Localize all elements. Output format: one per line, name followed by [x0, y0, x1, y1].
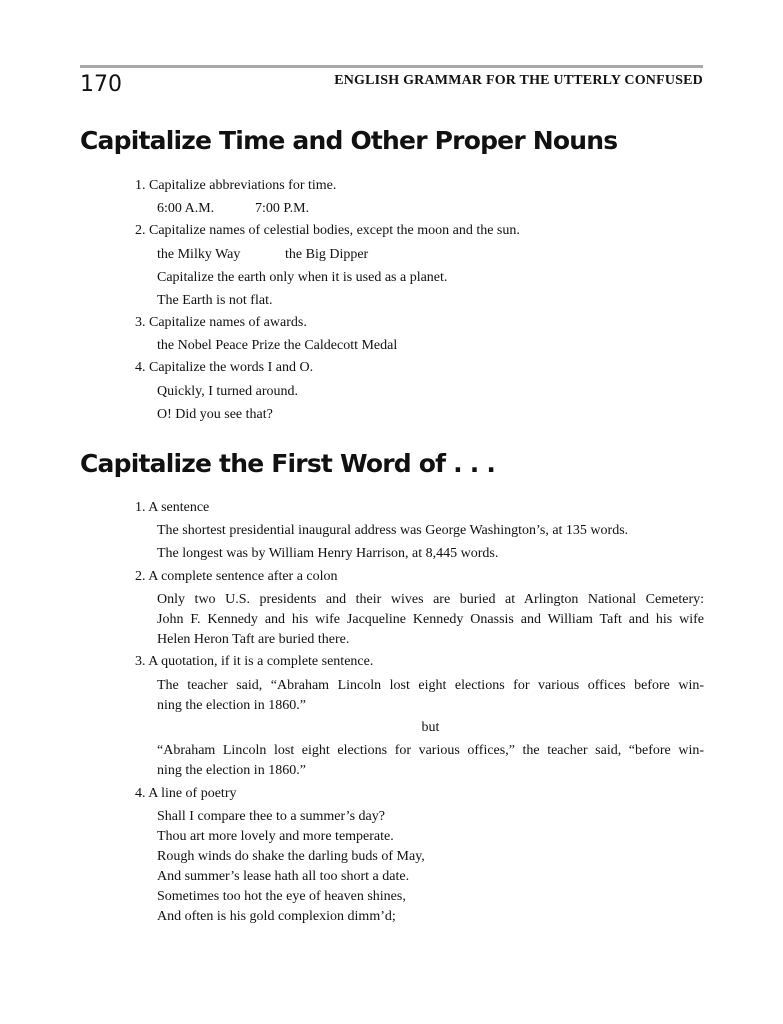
example-pm: 7:00 P.M.	[255, 201, 310, 216]
poem-line: Sometimes too hot the eye of heaven shines,	[157, 889, 406, 904]
section-heading-first-word: Capitalize the First Word of . . .	[80, 449, 496, 478]
page-number: 170	[80, 72, 122, 97]
example-quote-b-line-2: ning the election in 1860.”	[157, 763, 306, 778]
list-item-i-and-o: 4. Capitalize the words I and O.	[135, 360, 314, 375]
example-colon-line-1: Only two U.S. presidents and their wives are buried at Arlington National Cemetery:	[157, 592, 704, 607]
list-item-awards: 3. Capitalize names of awards.	[135, 315, 307, 330]
example-milky-way: the Milky Way	[157, 247, 241, 262]
example-colon-line-2: John F. Kennedy and his wife Jacqueline Kennedy Onassis and William Taft and his wife	[157, 612, 704, 627]
list-item-colon: 2. A complete sentence after a colon	[135, 569, 338, 584]
poem-line: And summer’s lease hath all too short a date.	[157, 869, 410, 884]
note-earth: Capitalize the earth only when it is used as a planet.	[157, 270, 448, 285]
example-quote-a-line-2: ning the election in 1860.”	[157, 698, 306, 713]
list-item-celestial: 2. Capitalize names of celestial bodies, except the moon and the sun.	[135, 223, 520, 238]
example-quote-b-line-1: “Abraham Lincoln lost eight elections for various offices,” the teacher said, “before win-	[157, 743, 704, 758]
poem-line: And often is his gold complexion dimm’d;	[157, 909, 396, 924]
example-longest-address: The longest was by William Henry Harrison, at 8,445 words.	[157, 546, 499, 561]
list-item-time: 1. Capitalize abbreviations for time.	[135, 178, 337, 193]
example-awards: the Nobel Peace Prize the Caldecott Medal	[157, 338, 398, 353]
example-big-dipper: the Big Dipper	[285, 247, 369, 262]
poem-line: Thou art more lovely and more temperate.	[157, 829, 394, 844]
list-item-quotation: 3. A quotation, if it is a complete sentence.	[135, 654, 374, 669]
list-item-poetry: 4. A line of poetry	[135, 786, 237, 801]
poem-line: Rough winds do shake the darling buds of May,	[157, 849, 425, 864]
example-quote-a-line-1: The teacher said, “Abraham Lincoln lost eight elections for various offices before win-	[157, 678, 704, 693]
header-rule	[80, 65, 703, 68]
section-heading-proper-nouns: Capitalize Time and Other Proper Nouns	[80, 126, 618, 155]
running-title: ENGLISH GRAMMAR FOR THE UTTERLY CONFUSED	[334, 73, 703, 88]
example-colon-line-3: Helen Heron Taft are buried there.	[157, 632, 350, 647]
example-shortest-address: The shortest presidential inaugural address was George Washington’s, at 135 words.	[157, 523, 629, 538]
example-quickly: Quickly, I turned around.	[157, 384, 298, 399]
poem-line: Shall I compare thee to a summer’s day?	[157, 809, 385, 824]
example-earth: The Earth is not flat.	[157, 293, 273, 308]
example-o: O! Did you see that?	[157, 407, 273, 422]
but-separator: but	[421, 720, 440, 735]
example-am: 6:00 A.M.	[157, 201, 215, 216]
list-item-sentence: 1. A sentence	[135, 500, 210, 515]
